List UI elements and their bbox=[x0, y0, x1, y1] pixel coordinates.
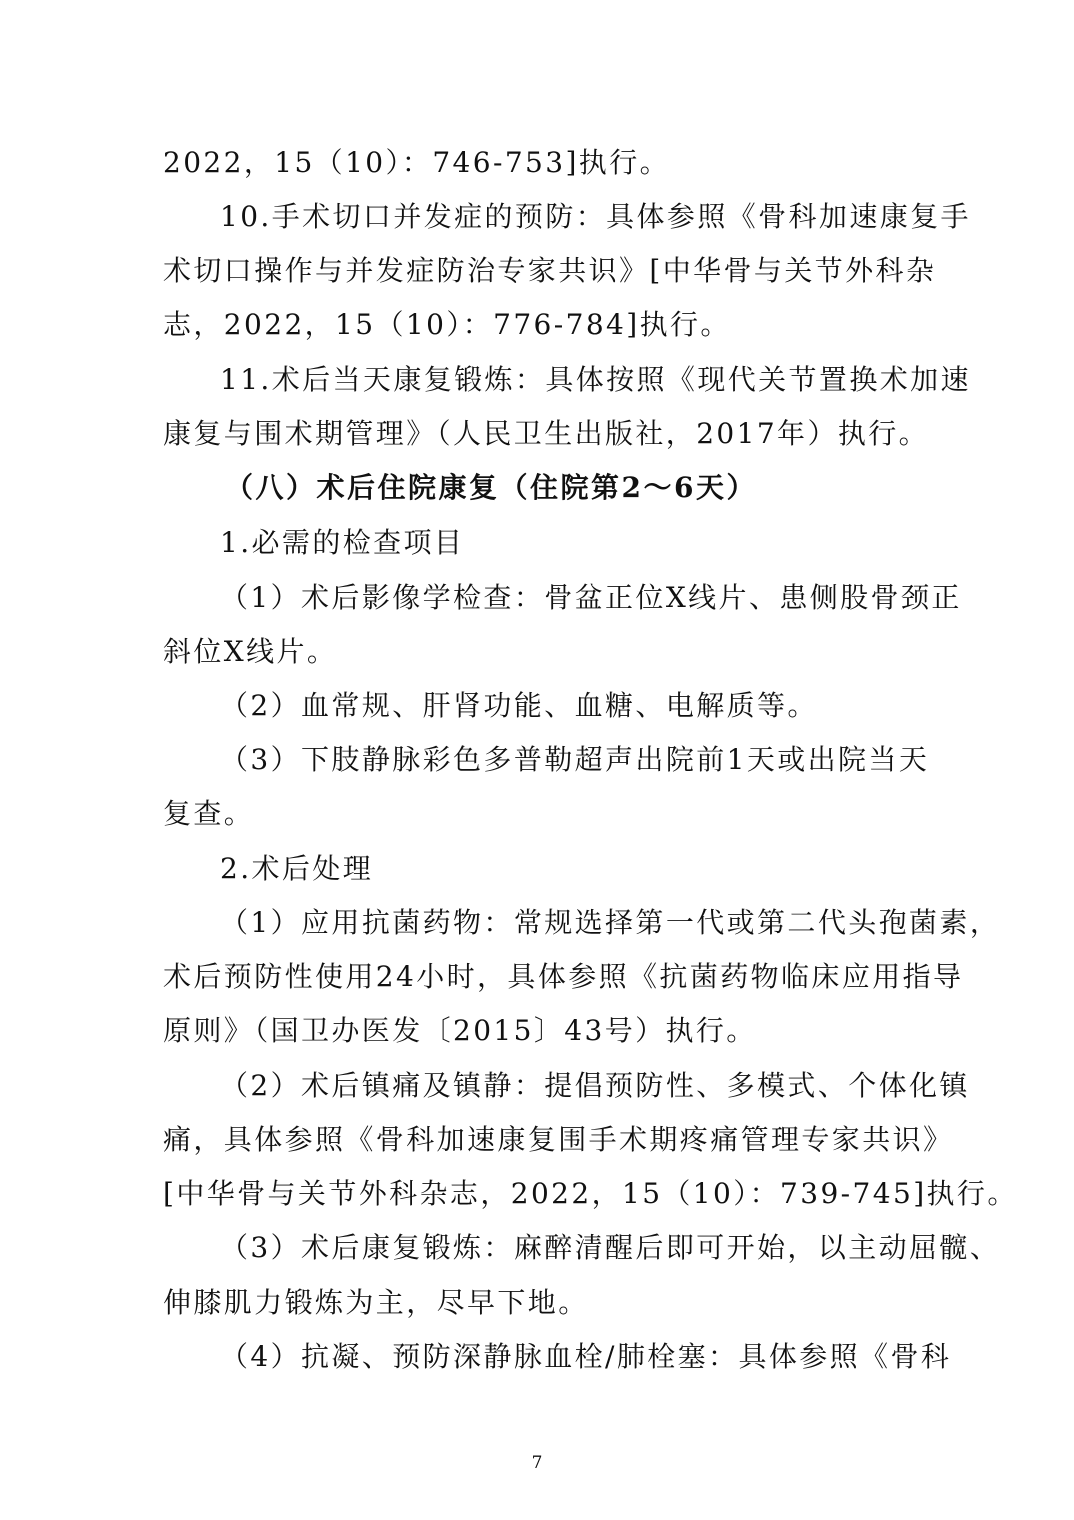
text-line-15: （1）应用抗菌药物：常规选择第一代或第二代头孢菌素， bbox=[220, 906, 1001, 939]
text-line-20: [中华骨与关节外科杂志，2022，15（10）：739-745]执行。 bbox=[163, 1177, 1018, 1210]
text-line-2: 10.手术切口并发症的预防：具体参照《骨科加速康复手 bbox=[220, 200, 971, 233]
text-line-19: 痛，具体参照《骨科加速康复围手术期疼痛管理专家共识》 bbox=[163, 1123, 954, 1156]
text-line-21: （3）术后康复锻炼：麻醉清醒后即可开始，以主动屈髋、 bbox=[220, 1231, 1001, 1264]
text-line-16: 术后预防性使用24小时，具体参照《抗菌药物临床应用指导 bbox=[163, 960, 964, 993]
text-line-10: 斜位X线片。 bbox=[163, 635, 338, 668]
page-number: 7 bbox=[531, 1453, 543, 1473]
text-line-11: （2）血常规、肝肾功能、血糖、电解质等。 bbox=[220, 689, 818, 722]
text-line-18: （2）术后镇痛及镇静：提倡预防性、多模式、个体化镇 bbox=[220, 1069, 970, 1102]
text-line-4: 志，2022，15（10）：776-784]执行。 bbox=[163, 308, 731, 341]
text-line-13: 复查。 bbox=[163, 797, 255, 830]
text-line-8: 1.必需的检查项目 bbox=[220, 526, 465, 559]
text-line-6: 康复与围术期管理》（人民卫生出版社，2017年）执行。 bbox=[163, 417, 930, 450]
text-line-14: 2.术后处理 bbox=[220, 852, 374, 885]
text-line-17: 原则》（国卫办医发〔2015〕43号）执行。 bbox=[163, 1014, 757, 1047]
text-line-3: 术切口操作与并发症防治专家共识》[中华骨与关节外科杂 bbox=[163, 254, 937, 287]
text-line-23: （4）抗凝、预防深静脉血栓/肺栓塞：具体参照《骨科 bbox=[220, 1340, 952, 1373]
section-heading: （八）术后住院康复（住院第2～6天） bbox=[225, 471, 757, 504]
text-line-22: 伸膝肌力锻炼为主，尽早下地。 bbox=[163, 1286, 589, 1319]
text-line-5: 11.术后当天康复锻炼：具体按照《现代关节置换术加速 bbox=[220, 363, 971, 396]
text-line-12: （3）下肢静脉彩色多普勒超声出院前1天或出院当天 bbox=[220, 743, 930, 776]
text-line-9: （1）术后影像学检查：骨盆正位X线片、患侧股骨颈正 bbox=[220, 581, 962, 614]
text-line-1: 2022，15（10）：746-753]执行。 bbox=[163, 146, 670, 179]
